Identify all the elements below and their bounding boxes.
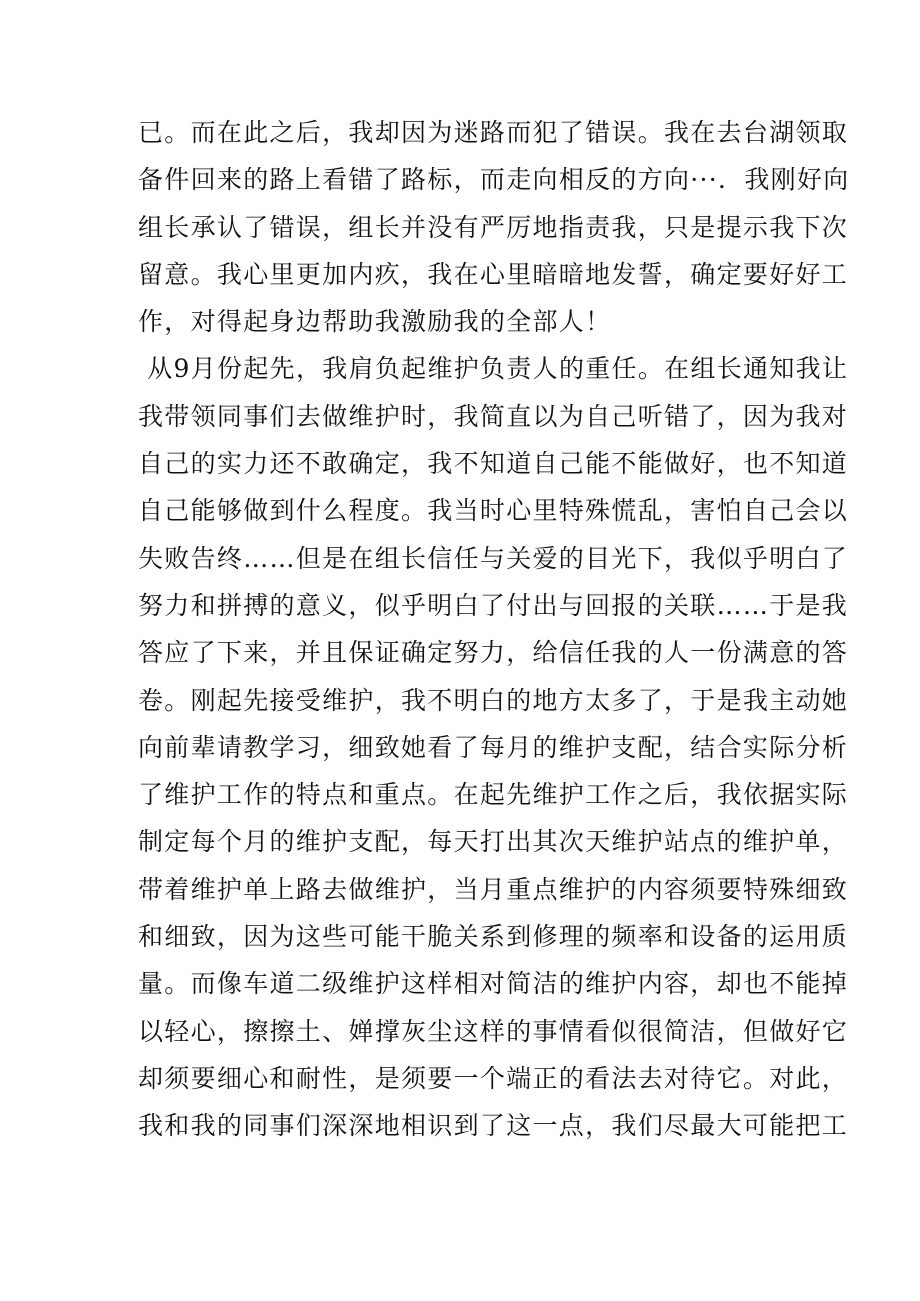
text-line: 组长承认了错误，组长并没有严厉地指责我，只是提示我下次 [138,212,849,242]
text-line: 备件回来的路上看错了路标，而走向相反的方向···．我刚好向 [138,165,850,195]
text-line: 量。而像车道二级维护这样相对简洁的维护内容，却也不能掉 [138,969,849,999]
text-line: 答应了下来，并且保证确定努力，给信任我的人一份满意的答 [138,638,849,668]
text-line: 和细致，因为这些可能干脆关系到修理的频率和设备的运用质 [138,922,849,952]
text-line: 留意。我心里更加内疚，我在心里暗暗地发誓，确定要好好工 [138,259,849,289]
text-line: 努力和拼搏的意义，似乎明白了付出与回报的关联……于是我 [138,590,849,620]
text-line: 卷。刚起先接受维护，我不明白的地方太多了，于是我主动她 [138,685,849,715]
text-line: 向前辈请教学习，细致她看了每月的维护支配，结合实际分析 [138,732,849,762]
text-line: 我带领同事们去做维护时，我简直以为自己听错了，因为我对 [138,401,849,431]
text-line: 却须要细心和耐性，是须要一个端正的看法去对待它。对此， [138,1063,849,1093]
body-text [138,109,850,1150]
text-line: 我和我的同事们深深地相识到了这一点，我们尽最大可能把工 [138,1111,849,1141]
text-line: 带着维护单上路去做维护，当月重点维护的内容须要特殊细致 [138,874,849,904]
text-line: 失败告终……但是在组长信任与关爱的目光下，我似乎明白了 [138,543,849,573]
text-line: 制定每个月的维护支配，每天打出其次天维护站点的维护单， [138,827,849,857]
text-line: 从9月份起先，我肩负起维护负责人的重任。在组长通知我让 [138,354,849,384]
text-line: 已。而在此之后，我却因为迷路而犯了错误。我在去台湖领取 [138,118,849,147]
text-line: 作，对得起身边帮助我激励我的全部人！ [138,307,612,337]
text-line: 自己能够做到什么程度。我当时心里特殊慌乱，害怕自己会以 [138,496,849,526]
text-line: 以轻心，擦擦土、婵撑灰尘这样的事情看似很简洁，但做好它 [138,1016,849,1046]
text-line: 自己的实力还不敢确定，我不知道自己能不能做好，也不知道 [138,449,849,479]
text-line: 了维护工作的特点和重点。在起先维护工作之后，我依据实际 [138,780,849,810]
